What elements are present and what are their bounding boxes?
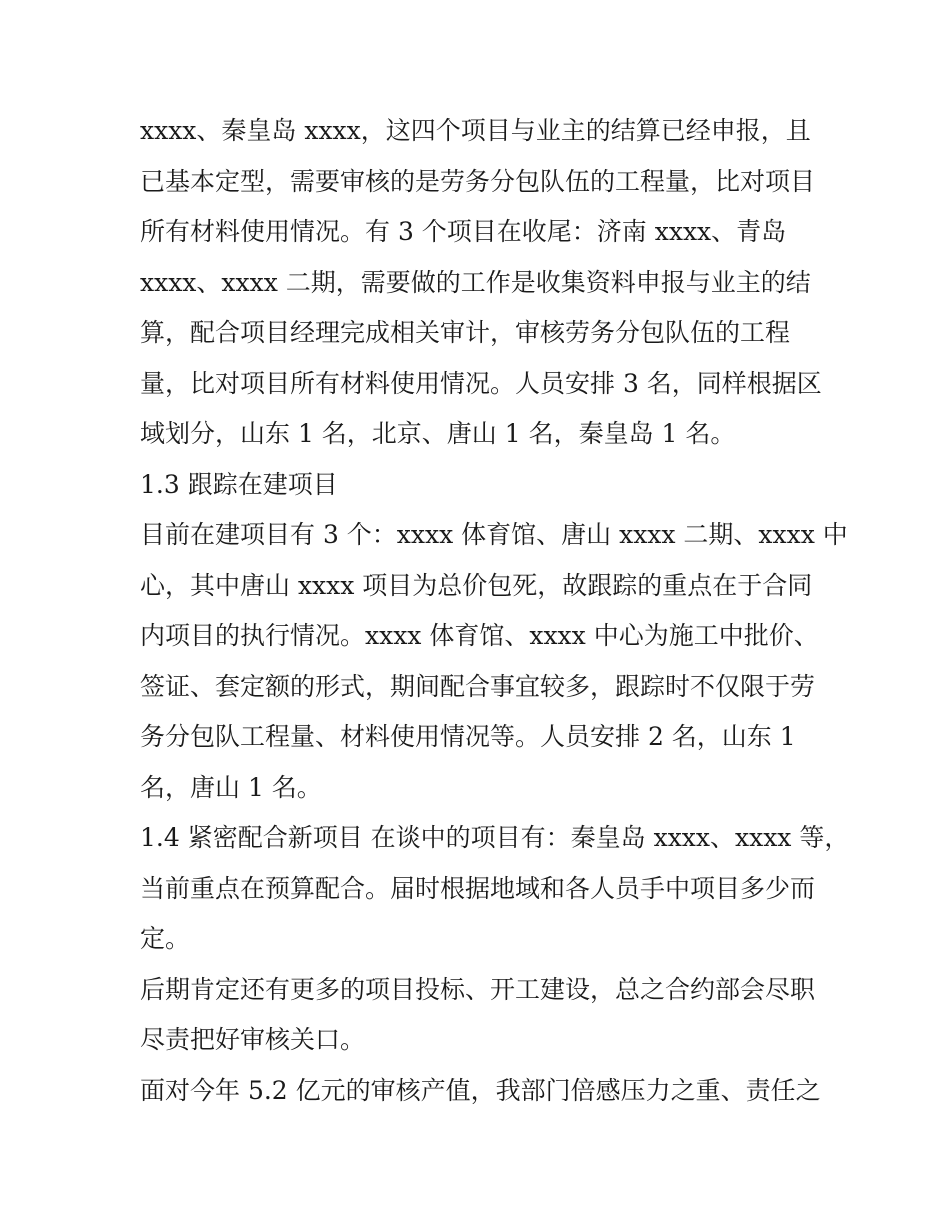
text-line: 算，配合项目经理完成相关审计，审核劳务分包队伍的工程 xyxy=(140,318,791,347)
text-line: 所有材料使用情况。有 3 个项目在收尾：济南 xxxx、青岛 xyxy=(140,217,787,246)
text-line: 尽责把好审核关口。 xyxy=(140,1025,366,1054)
text-line: 域划分，山东 1 名，北京、唐山 1 名，秦皇岛 1 名。 xyxy=(140,419,736,448)
text-line: 当前重点在预算配合。届时根据地域和各人员手中项目多少而 xyxy=(140,873,816,903)
section-heading-1-3 xyxy=(140,460,820,511)
paragraph-future-outlook xyxy=(140,965,820,1066)
text-line: 后期肯定还有更多的项目投标、开工建设，总之合约部会尽职 xyxy=(140,974,816,1004)
document-body xyxy=(140,106,850,1116)
text-line: 1.4 紧密配合新项目 在谈中的项目有：秦皇岛 xxxx、xxxx 等， xyxy=(140,823,850,852)
text-line: 名，唐山 1 名。 xyxy=(140,772,322,802)
text-line: 量，比对项目所有材料使用情况。人员安排 3 名，同样根据区 xyxy=(140,368,822,398)
text-line: 面对今年 5.2 亿元的审核产值，我部门倍感压力之重、责任之 xyxy=(140,1075,821,1105)
text-line: 已基本定型，需要审核的是劳务分包队伍的工程量，比对项目 xyxy=(140,166,816,196)
text-line: xxxx、秦皇岛 xxxx，这四个项目与业主的结算已经申报，且 xyxy=(140,116,811,145)
text-line: 定。 xyxy=(140,924,191,953)
paragraph-new-projects xyxy=(140,813,850,965)
text-line: 心，其中唐山 xxxx 项目为总价包死，故跟踪的重点在于合同 xyxy=(140,570,813,600)
text-line: 务分包队工程量、材料使用情况等。人员安排 2 名，山东 1 xyxy=(140,722,796,751)
text-line: 内项目的执行情况。xxxx 体育馆、xxxx 中心为施工中批价、 xyxy=(140,621,819,650)
paragraph-projects-under-construction xyxy=(140,510,848,813)
text-line: 目前在建项目有 3 个：xxxx 体育馆、唐山 xxxx 二期、xxxx 中 xyxy=(140,520,848,549)
text-line: 签证、套定额的形式，期间配合事宜较多，跟踪时不仅限于劳 xyxy=(140,671,816,701)
paragraph-annual-output xyxy=(140,1066,820,1117)
heading-line: 1.3 跟踪在建项目 xyxy=(140,469,338,499)
text-line: xxxx、xxxx 二期，需要做的工作是收集资料申报与业主的结 xyxy=(140,267,811,297)
paragraph-settlement-projects xyxy=(140,106,820,460)
